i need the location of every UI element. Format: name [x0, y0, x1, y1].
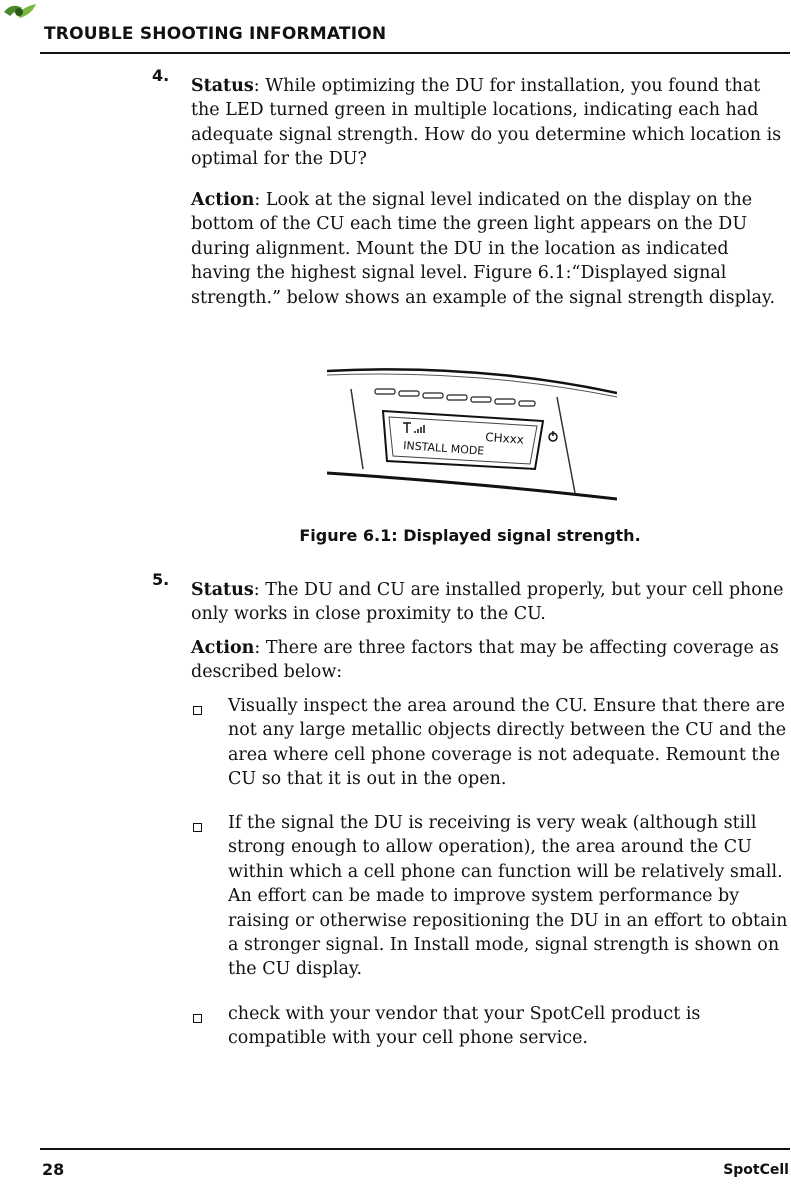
action-paragraph	[191, 188, 789, 310]
square-bullet-icon	[193, 823, 202, 832]
status-text: : While optimizing the DU for installation, you found that the LED turned green in multiple locations, indicating each had adequate signal strength. How do you determine which location is optimal for the DU?	[191, 76, 782, 170]
display-channel-text: CHxxx	[484, 430, 525, 447]
page-number: 28	[42, 1160, 65, 1179]
status-paragraph	[191, 74, 789, 172]
item-number: 4.	[152, 66, 170, 85]
status-paragraph	[191, 578, 789, 627]
status-label: Status	[191, 76, 254, 96]
action-label: Action	[191, 638, 255, 658]
status-text: : The DU and CU are installed properly, but your cell phone only works in close proximity to the CU.	[191, 580, 784, 625]
display-mode-text: INSTALL MODE	[402, 439, 485, 458]
bullet-item: If the signal the DU is receiving is very weak (although still strong enough to allow operation), the area around the CU within which a cell phone can function will be relatively small. An effort can be made to improve system performance by raising or otherwise repositioning the DU in an effort to obtain a stronger signal. In Install mode, signal strength is shown on the CU display.	[228, 813, 788, 980]
footer-divider	[40, 1148, 790, 1150]
product-name: SpotCell	[723, 1162, 789, 1178]
square-bullet-icon	[193, 1014, 202, 1023]
running-header-title: TROUBLE SHOOTING INFORMATION	[44, 24, 387, 44]
company-logo-icon	[2, 0, 38, 22]
signal-display-figure	[327, 365, 617, 501]
status-label: Status	[191, 580, 254, 600]
figure-caption: Figure 6.1: Displayed signal strength.	[299, 526, 641, 545]
item-number: 5.	[152, 570, 170, 589]
bullet-item: check with your vendor that your SpotCell product is compatible with your cell phone service.	[228, 1004, 701, 1049]
action-paragraph	[191, 636, 789, 685]
square-bullet-icon	[193, 706, 202, 715]
action-label: Action	[191, 190, 255, 210]
bullet-item: Visually inspect the area around the CU. Ensure that there are not any large metallic objects directly between the CU and the area where cell phone coverage is not adequate. Remount the CU so that it is out in the open.	[228, 696, 787, 790]
action-text: : There are three factors that may be affecting coverage as described below:	[191, 638, 779, 683]
header-divider	[40, 52, 790, 54]
action-text: : Look at the signal level indicated on the display on the bottom of the CU each time the green light appears on the DU during alignment. Mount the DU in the location as indicated having the highest signal level. Figure 6.1:“Displayed signal strength.” below shows an example of the signal strength display.	[191, 190, 776, 308]
